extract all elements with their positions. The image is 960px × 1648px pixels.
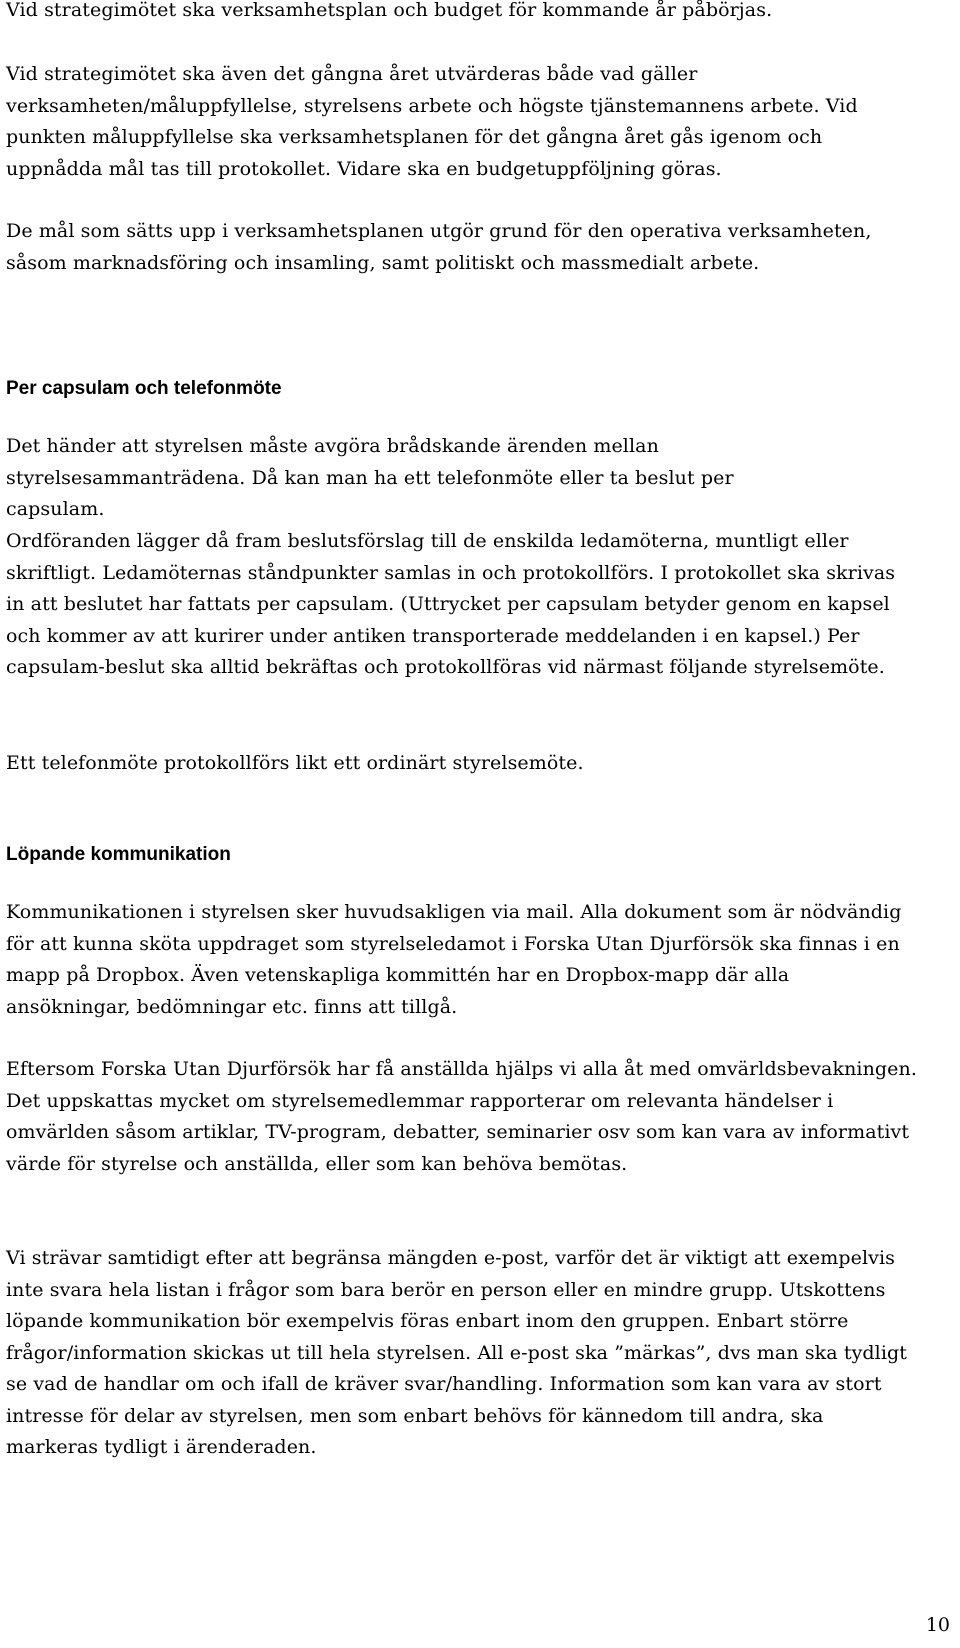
paragraph-communication-mail: Kommunikationen i styrelsen sker huvudsakligen via mail. Alla dokument som är nödvändig för att kunna sköta uppdraget som styrelseledamot i Forska Utan Djurförsök ska finnas i en mapp på Dropbox. Även vetenskapliga kommittén har en Dropbox-mapp där alla ansökningar, bedömningar etc. finns att tillgå. — [6, 901, 902, 1018]
heading-per-capsulam: Per capsulam och telefonmöte — [6, 378, 282, 399]
page-number: 10 — [925, 1614, 950, 1636]
paragraph-strategy-evaluation: Vid strategimötet ska även det gångna året utvärderas både vad gäller verksamheten/måluppfyllelse, styrelsens arbete och högste tjänstemannens arbete. Vid punkten måluppfyllelse ska verksamhetsplanen för det gångna året gås igenom och uppnådda mål tas till protokollet. Vidare ska en budgetuppföljning göras. — [6, 63, 858, 180]
heading-lopande-kommunikation: Löpande kommunikation — [6, 844, 231, 865]
paragraph-goals-operations: De mål som sätts upp i verksamhetsplanen utgör grund för den operativa verksamheten, såsom marknadsföring och insamling, samt politiskt och massmedialt arbete. — [6, 220, 872, 274]
paragraph-monitoring: Eftersom Forska Utan Djurförsök har få anställda hjälps vi alla åt med omvärldsbevakningen. Det uppskattas mycket om styrelsemedlemmar rapporterar om relevanta händelser i omvärlden såsom artiklar, TV-program, debatter, seminarier osv som kan vara av informativt värde för styrelse och anställda, eller som kan behöva bemötas. — [6, 1058, 917, 1175]
paragraph-email-limits: Vi strävar samtidigt efter att begränsa mängden e-post, varför det är viktigt att exempelvis inte svara hela listan i frågor som bara berör en person eller en mindre grupp. Utskottens löpande kommunikation bör exempelvis föras enbart inom den gruppen. Enbart större frågor/information skickas ut till hela styrelsen. All e-post ska ”märkas”, dvs man ska tydligt se vad de handlar om och ifall de kräver svar/handling. Information som kan vara av stort intresse för delar av styrelsen, men som enbart behövs för kännedom till andra, ska markeras tydligt i ärenderaden. — [6, 1247, 908, 1458]
paragraph-urgent-matters: Det händer att styrelsen måste avgöra brådskande ärenden mellan styrelsesammanträdena. Då kan man ha ett telefonmöte eller ta beslut per capsulam. — [6, 435, 734, 520]
paragraph-strategy-budget: Vid strategimötet ska verksamhetsplan och budget för kommande år påbörjas. — [6, 0, 773, 21]
paragraph-chair-proposals: Ordföranden lägger då fram beslutsförslag till de enskilda ledamöterna, muntligt eller skriftligt. Ledamöternas ståndpunkter samlas in och protokollförs. I protokollet ska skrivas in att beslutet har fattats per capsulam. (Uttrycket per capsulam betyder genom en kapsel och kommer av att kurirer under antiken transporterade meddelanden i en kapsel.) Per capsulam-beslut ska alltid bekräftas och protokollföras vid närmast följande styrelsemöte. — [6, 530, 896, 678]
paragraph-phone-meeting-minutes: Ett telefonmöte protokollförs likt ett ordinärt styrelsemöte. — [6, 752, 584, 774]
